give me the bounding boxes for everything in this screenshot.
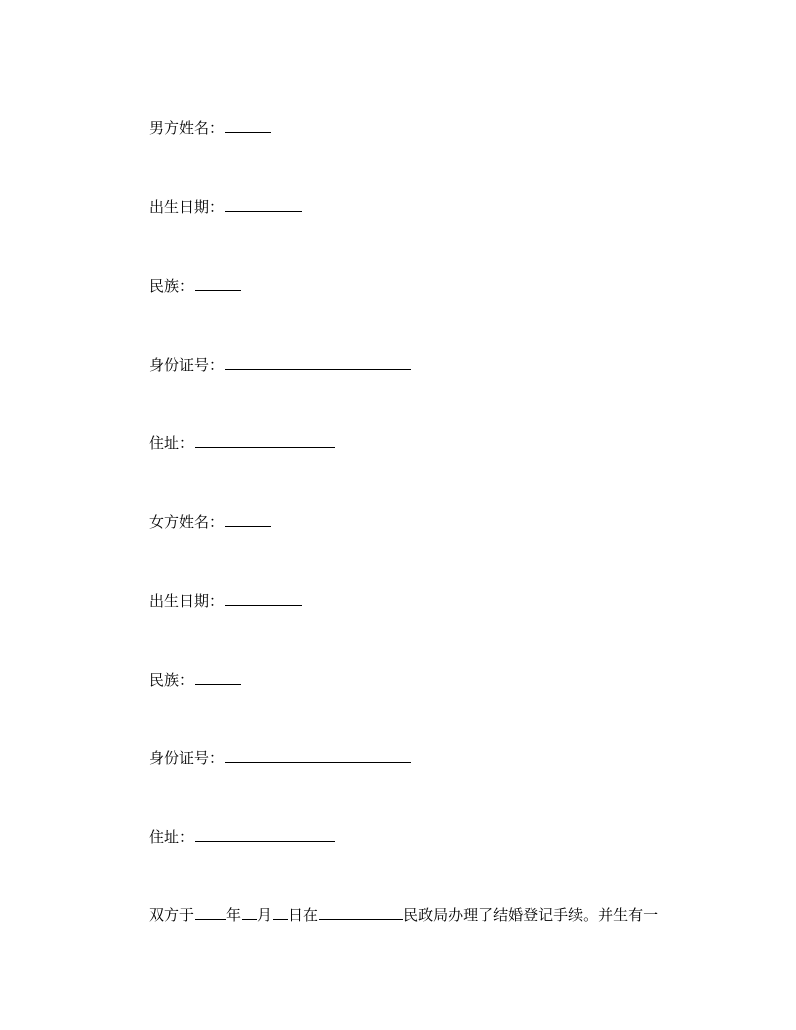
statement-text-3: 月 [257, 906, 273, 924]
month-blank[interactable] [242, 905, 257, 920]
male-birth-label: 出生日期： [149, 198, 225, 216]
male-name-row [149, 118, 271, 138]
female-name-row [149, 512, 271, 532]
statement-text-2: 年 [226, 906, 242, 924]
statement-text-4: 日在 [288, 906, 319, 924]
male-ethnicity-row [149, 276, 241, 296]
female-ethnicity-row [149, 670, 241, 690]
male-ethnicity-blank[interactable] [195, 276, 241, 291]
female-birth-row [149, 591, 302, 611]
male-birth-row [149, 197, 302, 217]
civil-affairs-bureau-blank[interactable] [319, 905, 403, 920]
statement-text-1: 双方于 [149, 906, 195, 924]
female-name-blank[interactable] [225, 512, 271, 527]
female-birth-blank[interactable] [225, 591, 302, 606]
female-address-blank[interactable] [195, 827, 335, 842]
female-address-row [149, 827, 335, 847]
male-name-blank[interactable] [225, 118, 271, 133]
female-ethnicity-label: 民族： [149, 671, 195, 689]
year-blank[interactable] [195, 905, 226, 920]
female-id-row [149, 748, 411, 768]
male-id-row [149, 355, 411, 375]
male-name-label: 男方姓名： [149, 119, 225, 137]
male-address-label: 住址： [149, 434, 195, 452]
female-ethnicity-blank[interactable] [195, 670, 241, 685]
male-id-blank[interactable] [225, 355, 411, 370]
female-address-label: 住址： [149, 828, 195, 846]
male-address-row [149, 433, 335, 453]
male-id-label: 身份证号： [149, 356, 225, 374]
female-name-label: 女方姓名： [149, 513, 225, 531]
female-id-blank[interactable] [225, 748, 411, 763]
female-birth-label: 出生日期： [149, 592, 225, 610]
male-address-blank[interactable] [195, 433, 335, 448]
day-blank[interactable] [273, 905, 288, 920]
female-id-label: 身份证号： [149, 749, 225, 767]
marriage-statement [149, 905, 658, 925]
male-ethnicity-label: 民族： [149, 277, 195, 295]
statement-text-5: 民政局办理了结婚登记手续。并生有一 [403, 906, 659, 924]
male-birth-blank[interactable] [225, 197, 302, 212]
